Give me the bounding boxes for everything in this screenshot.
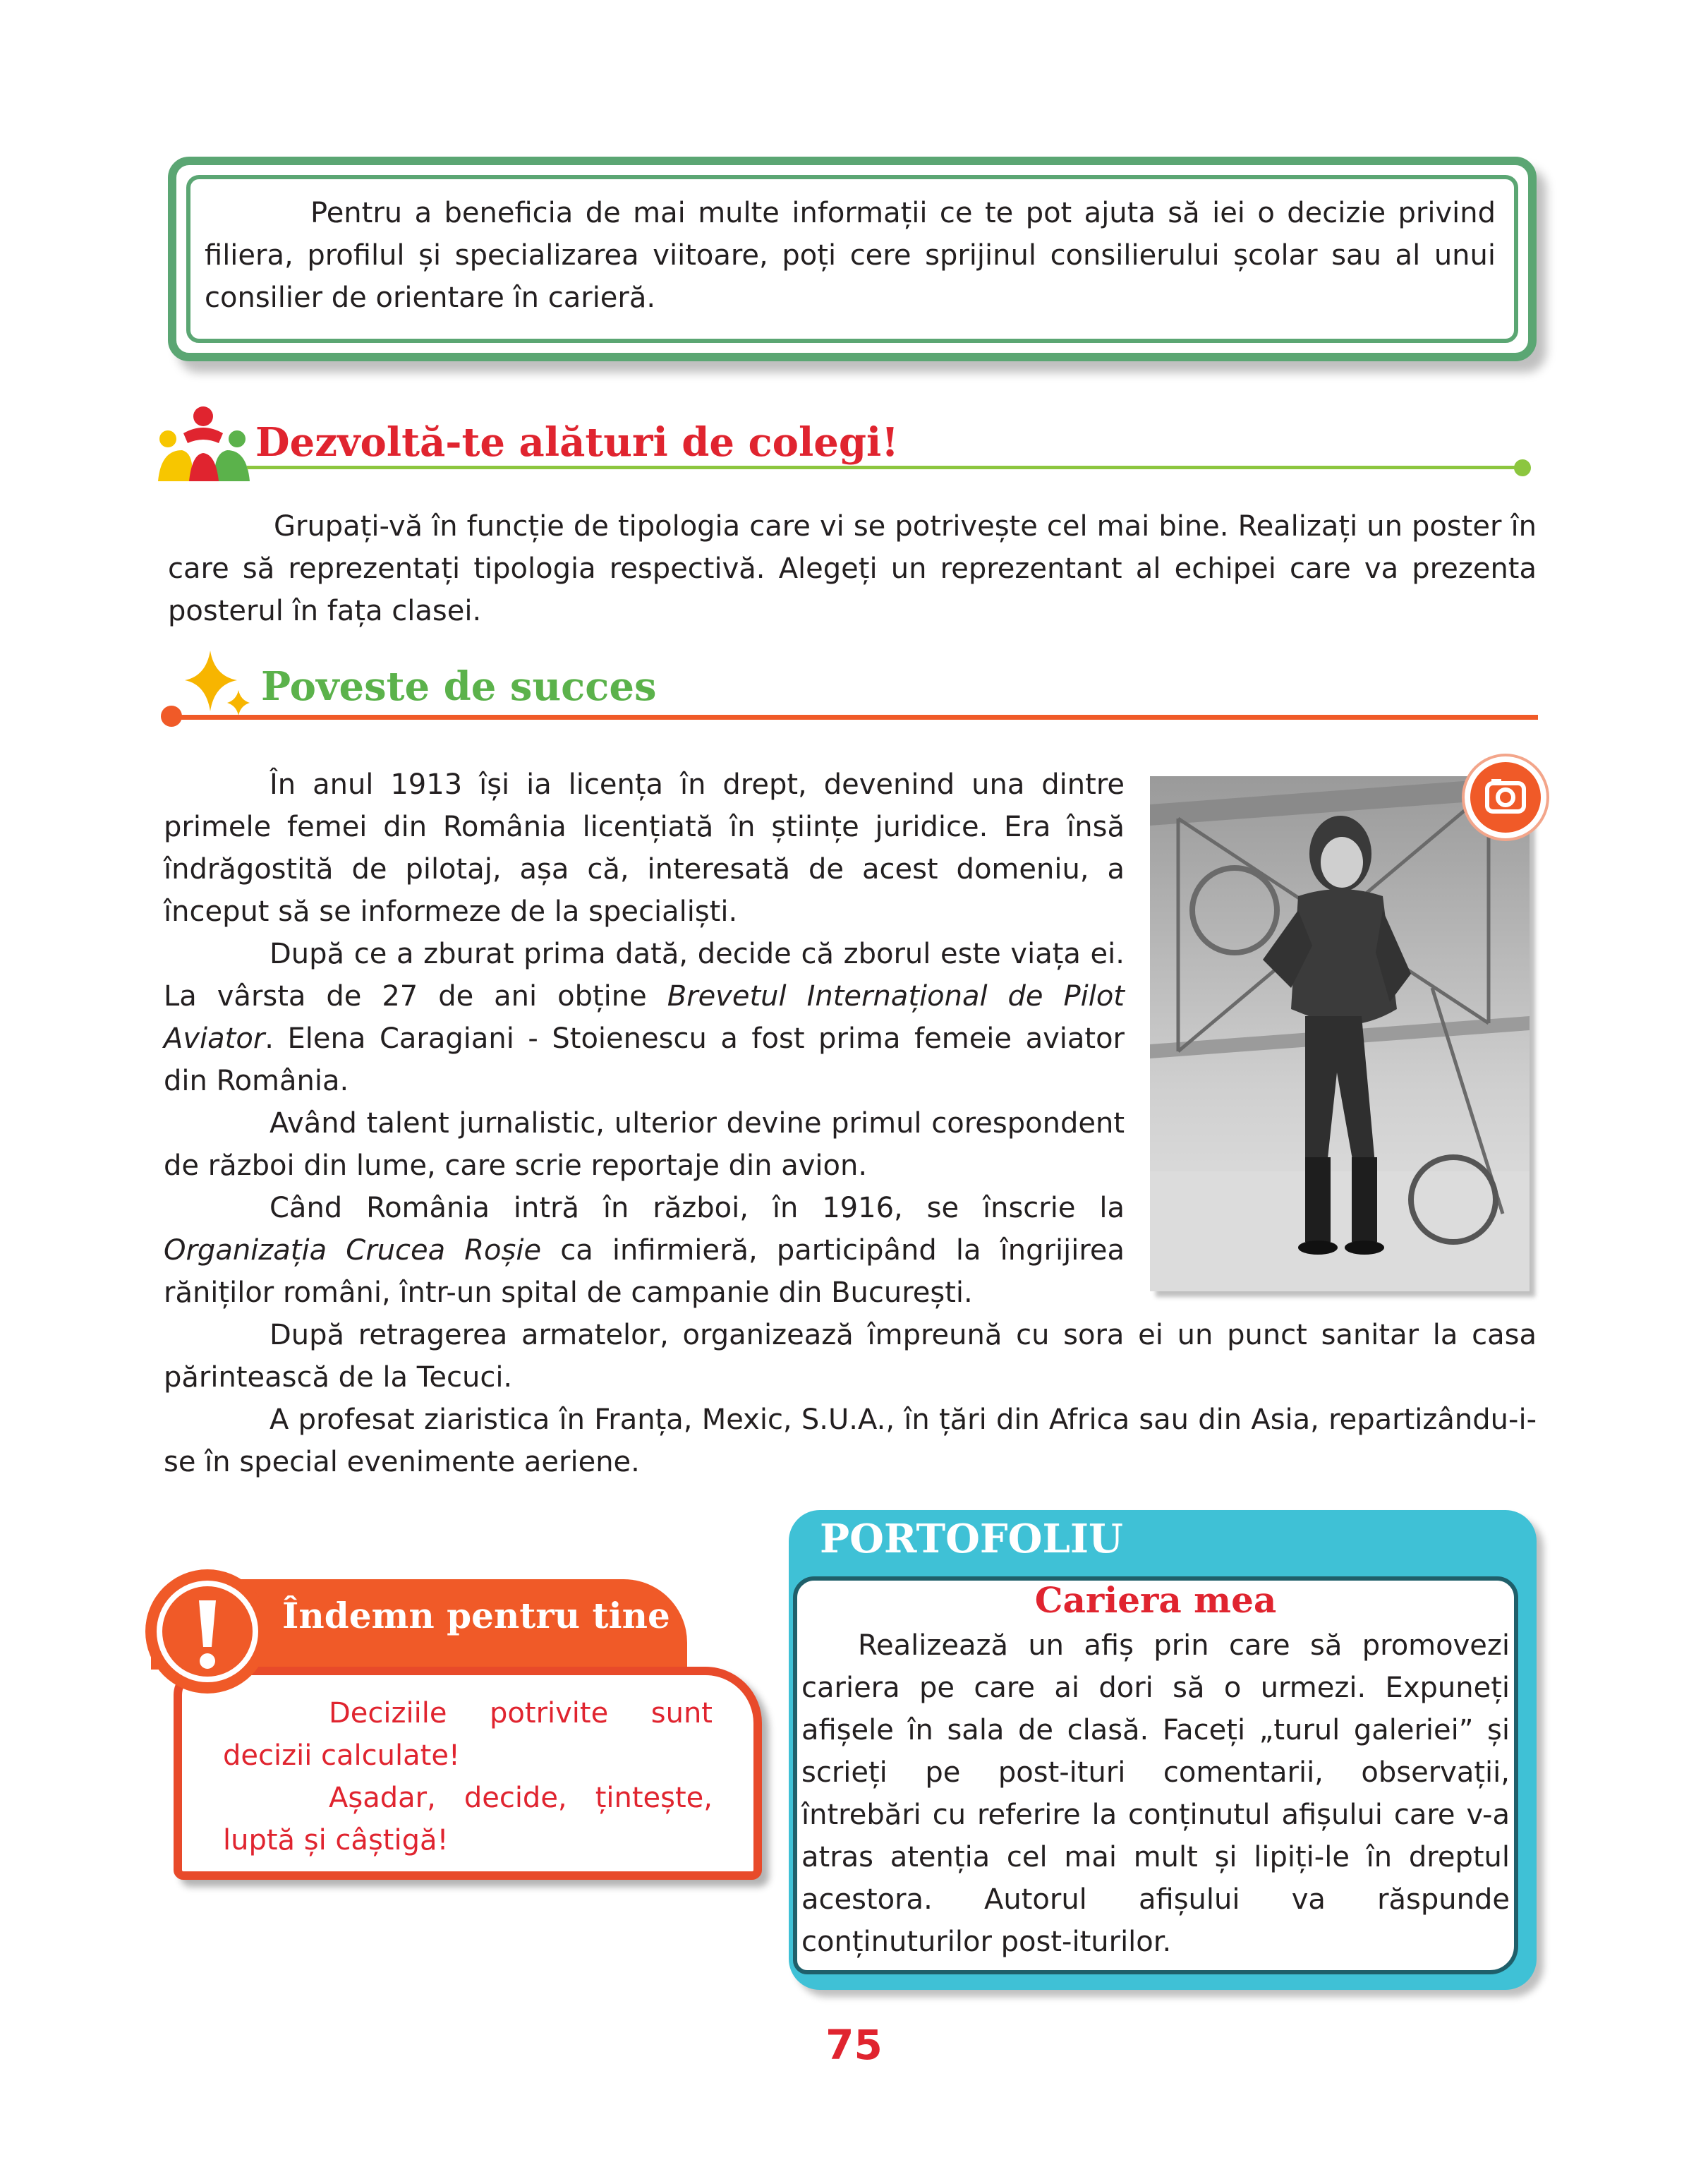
portofoliu-label: PORTOFOLIU [820,1516,1123,1562]
portofoliu-text: Realizează un afiș prin care să promovezi cariera pe care ai dori să o urmezi. Expuneți afișele în sala de clasă. Faceți „turul galeriei” și scrieți pe post-ituri comentarii, observații, întrebări cu referire la conținutul afișului care v-a atras atenția cel mai mult și lipiți-le în dreptul acestora. Autorul afișului va răspunde conținuturilor post-iturilor. [801,1629,1510,1958]
info-text: Pentru a beneficia de mai multe informații ce te pot ajuta să iei o decizie privind filiera, profilul și specializarea viitoare, poți cere sprijinul consilierului școlar sau al unui consilier de orientare în carieră. [205,197,1496,314]
story-paragraph: Când România intră în război, în 1916, se înscrie la Organizația Crucea Roșie ca infirmieră, participând la îngrijirea răniților români, într-un spital de campanie din București. [164,1192,1125,1309]
story-paragraph: A profesat ziaristica în Franța, Mexic, S.U.A., în țări din Africa sau din Asia, repartizându-i-se în special evenimente aeriene. [164,1404,1537,1478]
story-paragraph: În anul 1913 își ia licența în drept, devenind una dintre primele femei din România licențiată în științe juridice. Era însă îndrăgostită de pilotaj, așa că, interesată de acest domeniu, a început să se informeze de la specialiști. [164,768,1125,928]
indemn-line: Deciziile potrivite sunt decizii calculate! [223,1697,713,1772]
section-title-team: Dezvoltă-te alături de colegi! [255,419,899,466]
team-people-icon [154,404,253,481]
exclamation-icon [145,1569,269,1694]
story-paragraph: După retragerea armatelor, organizează împreună cu sora ei un punct sanitar la casa părintească de la Tecuci. [164,1319,1537,1394]
sparkle-icon [182,648,253,718]
camera-icon [1465,756,1546,838]
story-text [164,763,1125,1314]
indemn-line: Așadar, decide, țintește, luptă și câștigă! [223,1782,713,1857]
section-divider [169,715,1538,720]
portofoliu-subtitle: Cariera mea [1034,1579,1277,1621]
story-paragraph: Având talent jurnalistic, ulterior devine primul corespondent de război din lume, care scrie reportaje din avion. [164,1107,1125,1182]
team-text: Grupați-vă în funcție de tipologia care vi se potrivește cel mai bine. Realizați un poster în care să reprezentați tipologia respectivă. Alegeți un reprezentant al echipei care va prezenta posterul în fața clasei. [168,510,1537,627]
section-divider [247,466,1524,469]
section-title-story: Poveste de succes [261,663,657,710]
aviator-photo [1150,776,1530,1291]
story-paragraph: După ce a zburat prima dată, decide că zborul este viața ei. La vârsta de 27 de ani obține Brevetul Internațional de Pilot Aviator. Elena Caragiani - Stoienescu a fost prima femeie aviator din România. [164,938,1125,1097]
story-text-continued [164,1314,1537,1483]
indemn-text [223,1692,713,1861]
indemn-title: Îndemn pentru tine [282,1595,670,1636]
page-number: 75 [825,2021,883,2069]
divider-dot [1514,459,1531,476]
